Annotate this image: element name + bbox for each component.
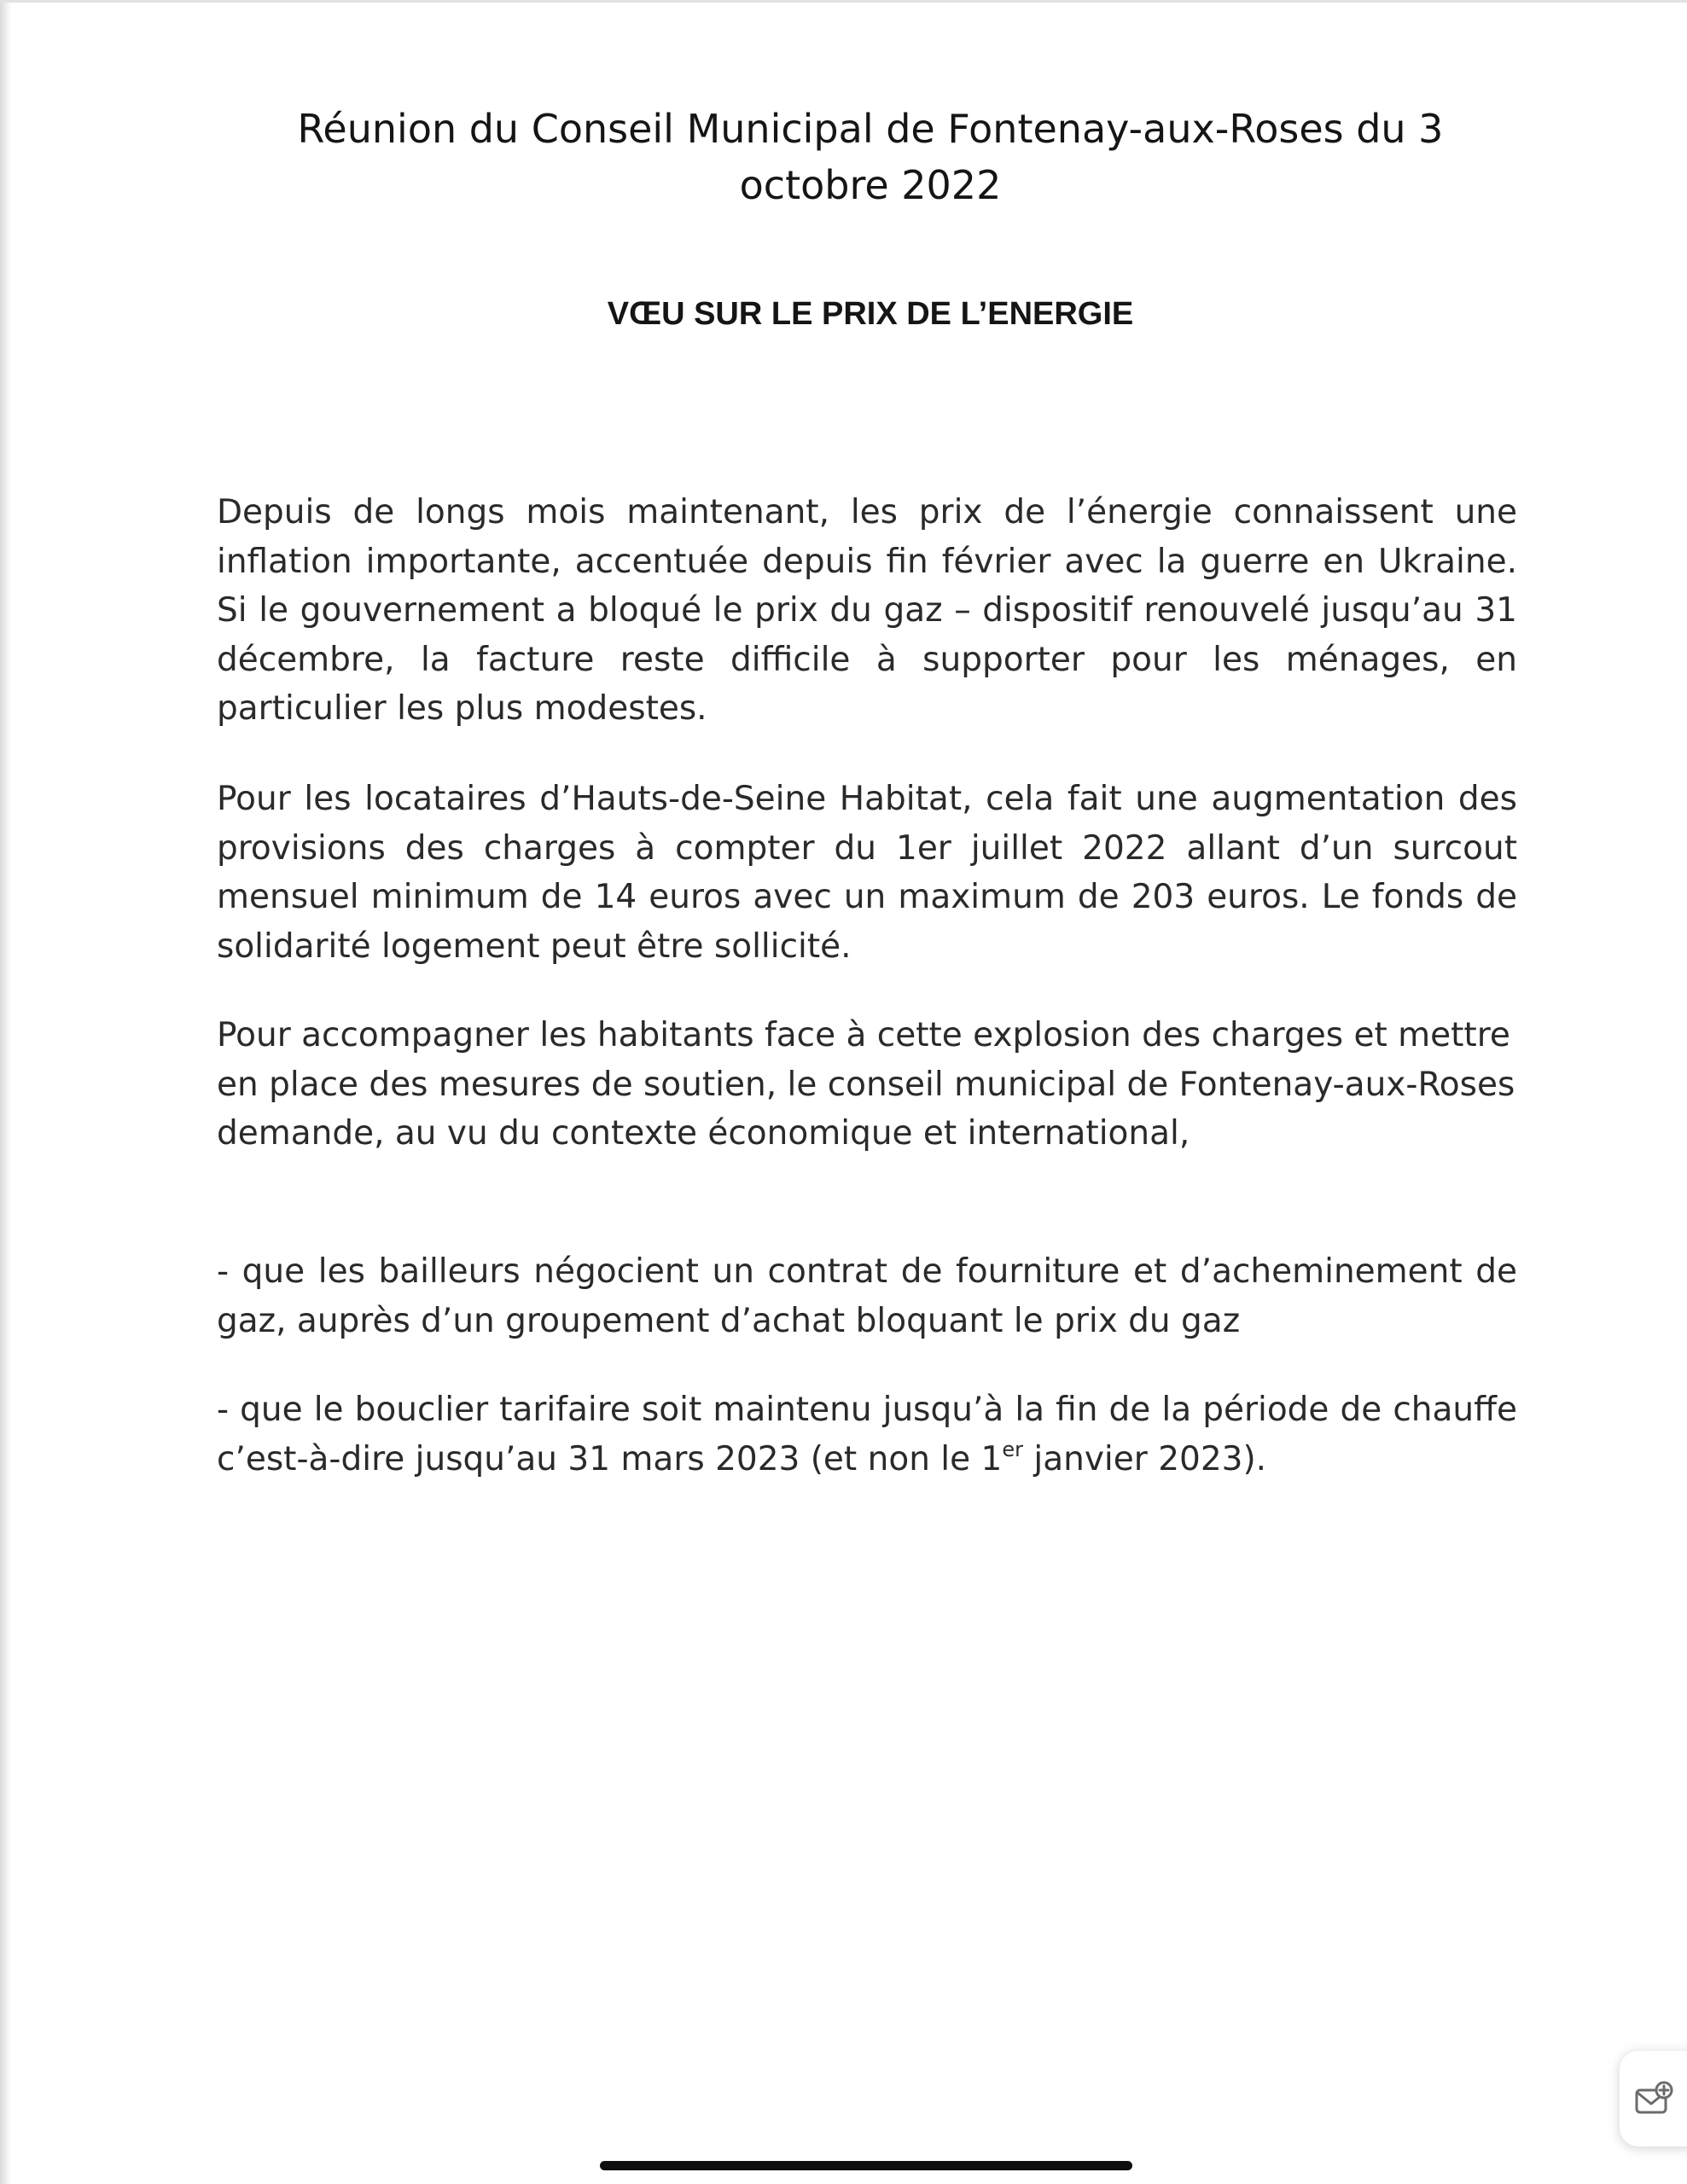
- paragraph-request: Pour accompagner les habitants face à cette explosion des charges et mettre en place des mesures de soutien, le conseil municipal de Fontenay-aux-Roses demande, au vu du contexte économique et international,: [217, 1016, 1515, 1153]
- paragraph-tenants: Pour les locataires d’Hauts-de-Seine Habitat, cela fait une augmentation des provisions des charges à compter du 1er juillet 2022 allant d’un surcout mensuel minimum de 14 euros avec un maximum de 203 euros. Le fonds de solidarité logement peut être sollicité.: [217, 780, 1517, 966]
- ordinal-superscript: er: [1002, 1437, 1023, 1461]
- mail-add-icon: [1633, 2080, 1674, 2117]
- floating-mail-button[interactable]: [1620, 2051, 1687, 2146]
- request-item-text-end: janvier 2023).: [1023, 1439, 1267, 1478]
- request-item-gas-contract: - que les bailleurs négocient un contrat de fourniture et d’acheminement de gaz, auprès d’un groupement d’achat bloquant le prix du gaz: [217, 1252, 1517, 1340]
- request-item-text: - que le bouclier tarifaire soit maintenu jusqu’à la fin de la période de chauffe c’est-à-dire jusqu’au 31 mars 2023 (et non le 1: [217, 1391, 1517, 1478]
- home-indicator[interactable]: [600, 2161, 1132, 2170]
- request-item-tariff-shield: [217, 1385, 1517, 1484]
- document-subtitle: VŒU SUR LE PRIX DE L’ENERGIE: [607, 296, 1134, 332]
- paragraph-context: Depuis de longs mois maintenant, les prix de l’énergie connaissent une inflation importante, accentuée depuis fin février avec la guerre en Ukraine. Si le gouvernement a bloqué le prix du gaz – dispositif renouvelé jusqu’au 31 décembre, la facture reste difficile à supporter pour les ménages, en particulier les plus modestes.: [217, 493, 1517, 728]
- document-title: Réunion du Conseil Municipal de Fontenay-aux-Roses du 3 octobre 2022: [297, 106, 1444, 208]
